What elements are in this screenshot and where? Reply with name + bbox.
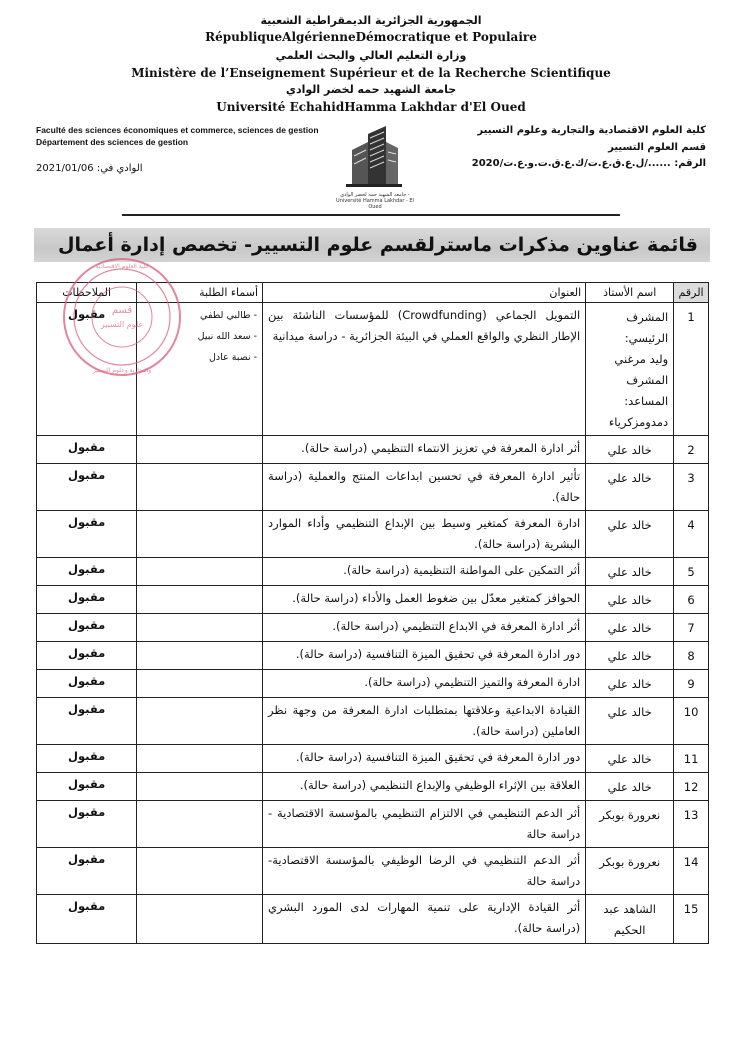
- professor-line: المشرف الرئيسي:: [624, 310, 669, 345]
- table-row: [37, 436, 709, 464]
- row-professor: خالد علي: [586, 558, 674, 586]
- row-note: مقبول: [37, 773, 137, 801]
- row-title: أثر القيادة الإدارية على تنمية المهارات لدى المورد البشري (دراسة حالة).: [263, 895, 586, 944]
- svg-text:كلية العلوم الاقتصادية: كلية العلوم الاقتصادية: [95, 263, 149, 270]
- table-row: [37, 773, 709, 801]
- table-row: [37, 511, 709, 558]
- row-note: مقبول: [37, 848, 137, 895]
- row-num: 15: [674, 895, 709, 944]
- row-num: 4: [674, 511, 709, 558]
- faculty-ar: كلية العلوم الاقتصادية والتجارية وعلوم التسيير: [477, 125, 706, 136]
- row-note: مقبول: [37, 801, 137, 848]
- logo-caption: جامعة الشهيد حمه لخضر الوادي - Université Hamma Lakhdar - El Oued: [336, 192, 414, 210]
- table-row: [37, 558, 709, 586]
- header-title: العنوان: [263, 283, 586, 303]
- table-row: [37, 801, 709, 848]
- row-students: [137, 745, 263, 773]
- row-professor: خالد علي: [586, 698, 674, 745]
- row-students: [137, 464, 263, 511]
- row-title: التمويل الجماعي (Crowdfunding) للمؤسسات الناشئة بين الإطار النظري والواقع العملي في البيئة الجزائرية - دراسة ميدانية: [263, 303, 586, 436]
- row-students: [137, 773, 263, 801]
- republic-fr: RépubliqueAlgérienneDémocratique et Populaire: [205, 30, 537, 44]
- row-title: أثر الدعم التنظيمي في الرضا الوظيفي بالمؤسسة الاقتصادية- دراسة حالة: [263, 848, 586, 895]
- row-title: العلاقة بين الإثراء الوظيفي والإبداع التنظيمي (دراسة حالة).: [263, 773, 586, 801]
- row-students: [137, 848, 263, 895]
- row-students: [137, 558, 263, 586]
- table-row: [37, 614, 709, 642]
- svg-text:علوم التسيير: علوم التسيير: [100, 320, 144, 329]
- table-row: [37, 303, 709, 436]
- university-ar: جامعة الشهيد حمه لخضر الوادي: [285, 83, 457, 96]
- memoir-titles-table: [36, 282, 709, 944]
- header-professor: اسم الأستاذ: [586, 283, 674, 303]
- row-professor: خالد علي: [586, 586, 674, 614]
- row-note: مقبول: [37, 511, 137, 558]
- republic-ar: الجمهورية الجزائرية الديمقراطية الشعبية: [260, 14, 482, 27]
- table-row: [37, 670, 709, 698]
- row-num: 14: [674, 848, 709, 895]
- table-row: [37, 848, 709, 895]
- page-title: قائمة عناوين مذكرات ماسترلقسم علوم التسيير- تخصص إدارة أعمال: [58, 234, 698, 256]
- row-title: ادارة المعرفة والتميز التنظيمي (دراسة حالة).: [263, 670, 586, 698]
- row-title: أثر ادارة المعرفة في الابداع التنظيمي (دراسة حالة).: [263, 614, 586, 642]
- row-professor: خالد علي: [586, 511, 674, 558]
- table-row: [37, 745, 709, 773]
- row-professor: خالد علي: [586, 614, 674, 642]
- row-title: دور ادارة المعرفة في تحقيق الميزة التنافسية (دراسة حالة).: [263, 745, 586, 773]
- header-num: الرقم: [674, 283, 709, 303]
- row-students: [137, 642, 263, 670]
- row-note: مقبول: [37, 745, 137, 773]
- row-num: 7: [674, 614, 709, 642]
- row-note: مقبول: [37, 586, 137, 614]
- table-header-row: [37, 283, 709, 303]
- department-ar: قسم العلوم التسيير: [608, 142, 706, 153]
- student-name: - سعد الله نبيل: [197, 331, 258, 342]
- university-fr: Université EchahidHamma Lakhdar d'El Oued: [216, 100, 526, 114]
- row-professor: خالد علي: [586, 642, 674, 670]
- table-row: [37, 895, 709, 944]
- table-row: [37, 586, 709, 614]
- row-note: مقبول: [37, 614, 137, 642]
- row-students: [137, 801, 263, 848]
- row-students: [137, 586, 263, 614]
- student-name: - طالبي لطفي: [200, 310, 258, 321]
- row-professor: نعرورة بوبكر: [586, 848, 674, 895]
- professor-line: دمدومزكرياء: [608, 415, 669, 429]
- row-professor: خالد علي: [586, 745, 674, 773]
- department-fr: Département des sciences de gestion: [36, 137, 189, 147]
- university-building-logo-icon: [342, 120, 406, 192]
- ministry-fr: Ministère de l’Enseignement Supérieur et de la Recherche Scientifique: [131, 66, 611, 80]
- row-professor: خالد علي: [586, 464, 674, 511]
- row-professor: الشاهد عبد الحكيم: [586, 895, 674, 944]
- row-num: 13: [674, 801, 709, 848]
- row-num: 6: [674, 586, 709, 614]
- row-num: 10: [674, 698, 709, 745]
- table-row: [37, 642, 709, 670]
- row-note: مقبول: [37, 698, 137, 745]
- row-num: 11: [674, 745, 709, 773]
- professor-line: المشرف المساعد:: [624, 373, 669, 408]
- row-students: [137, 614, 263, 642]
- row-professor: خالد علي: [586, 436, 674, 464]
- row-professor: خالد علي: [586, 670, 674, 698]
- row-num: 1: [674, 303, 709, 436]
- row-students: [137, 895, 263, 944]
- row-title: ادارة المعرفة كمتغير وسيط بين الإبداع التنظيمي وأداء الموارد البشرية (دراسة حالة).: [263, 511, 586, 558]
- svg-text:قسم: قسم: [111, 305, 133, 316]
- row-num: 3: [674, 464, 709, 511]
- row-title: أثر التمكين على المواطنة التنظيمية (دراسة حالة).: [263, 558, 586, 586]
- row-title: القيادة الابداعية وعلاقتها بمتطلبات ادارة المعرفة من وجهة نظر العاملين (دراسة حالة).: [263, 698, 586, 745]
- table-row: [37, 464, 709, 511]
- row-note: مقبول: [37, 642, 137, 670]
- faculty-fr: Faculté des sciences économiques et commerce, sciences de gestion: [36, 125, 319, 135]
- row-note: مقبول: [37, 303, 137, 436]
- row-title: أثر الدعم التنظيمي في الالتزام التنظيمي بالمؤسسة الاقتصادية - دراسة حالة: [263, 801, 586, 848]
- row-students: [137, 511, 263, 558]
- professor-line: وليد مرغني: [614, 352, 669, 366]
- row-professor: [586, 303, 674, 436]
- row-students: [137, 670, 263, 698]
- row-note: مقبول: [37, 670, 137, 698]
- row-note: مقبول: [37, 436, 137, 464]
- row-students: [137, 303, 263, 436]
- row-num: 12: [674, 773, 709, 801]
- row-professor: خالد علي: [586, 773, 674, 801]
- document-date: الوادي في: 2021/01/06: [36, 163, 143, 174]
- ministry-ar: وزارة التعليم العالي والبحث العلمي: [275, 49, 467, 62]
- row-note: مقبول: [37, 895, 137, 944]
- row-note: مقبول: [37, 558, 137, 586]
- row-title: أثر ادارة المعرفة في تعزيز الانتماء التنظيمي (دراسة حالة).: [263, 436, 586, 464]
- row-professor: نعرورة بوبكر: [586, 801, 674, 848]
- student-name: - نصبة عادل: [209, 352, 258, 363]
- header-notes: الملاحظات: [37, 283, 137, 303]
- row-num: 2: [674, 436, 709, 464]
- table-row: [37, 698, 709, 745]
- row-title: دور ادارة المعرفة في تحقيق الميزة التنافسية (دراسة حالة).: [263, 642, 586, 670]
- row-num: 9: [674, 670, 709, 698]
- row-num: 5: [674, 558, 709, 586]
- row-students: [137, 698, 263, 745]
- svg-text:والتجارية وعلوم التسيير: والتجارية وعلوم التسيير: [92, 367, 152, 374]
- header-divider: [122, 214, 620, 216]
- reference-number: الرقم: ....../ل.ع.ق.ع.ت/ك.ع.ق.ت.و.ع.ت/2020: [471, 158, 706, 169]
- row-note: مقبول: [37, 464, 137, 511]
- row-title: الحوافز كمتغير معدّل بين ضغوط العمل والأداء (دراسة حالة).: [263, 586, 586, 614]
- row-students: [137, 436, 263, 464]
- row-title: تأثير ادارة المعرفة في تحسين ابداعات المنتج والعملية (دراسة حالة).: [263, 464, 586, 511]
- row-num: 8: [674, 642, 709, 670]
- header-students: أسماء الطلبة: [137, 283, 263, 303]
